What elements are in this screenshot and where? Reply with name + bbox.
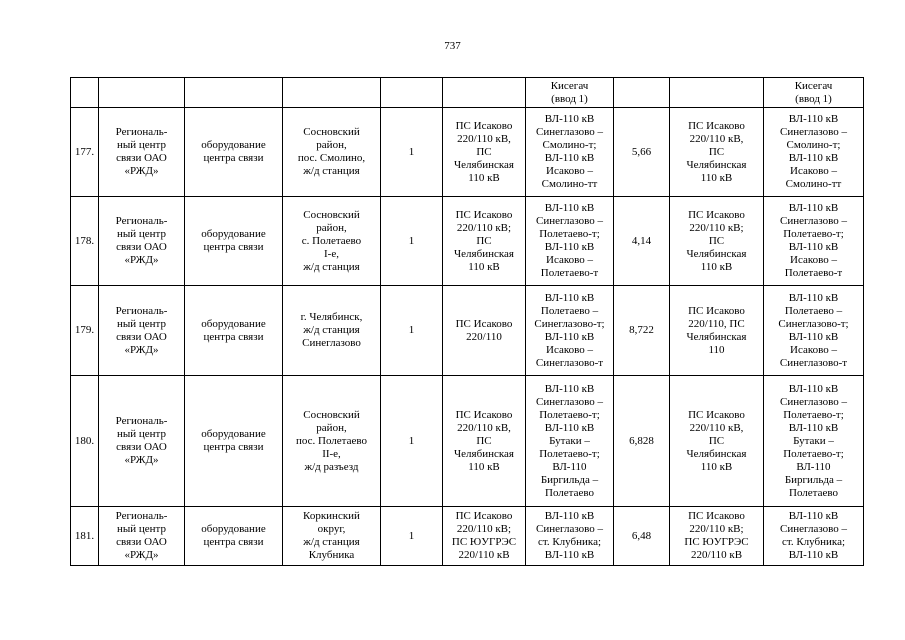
- cell-text-line: ВЛ-110 кВ: [544, 549, 595, 561]
- cell-text-line: оборудование: [201, 523, 266, 535]
- cell-text-line: ВЛ-110 кВ: [788, 421, 839, 434]
- cell-power-line: [526, 507, 614, 566]
- cell-substation-alt: [670, 197, 764, 286]
- cell-text-line: Челябинская: [686, 247, 747, 260]
- cell-text-line: 110 кВ: [468, 260, 500, 273]
- cell-text-line: ПС Исаково: [688, 208, 745, 221]
- cell-text-line: 220/110 кВ,: [689, 132, 744, 145]
- cell-text-line: пос. Полетаево: [295, 434, 368, 447]
- cell-text-line: ст. Клубника;: [537, 536, 602, 548]
- cell-text-line: ВЛ-110 кВ: [788, 113, 839, 125]
- cell-text-line: Синеглазово-т;: [778, 317, 849, 330]
- cell-text-line: Региональ-: [115, 304, 168, 317]
- cell-text-line: Полетаево-т: [540, 267, 599, 279]
- cell-text-line: ВЛ-110 кВ: [788, 152, 839, 164]
- cell-count: 1: [381, 376, 443, 507]
- cell-text-line: ж/д станция: [303, 536, 360, 548]
- cell-text-line: Исаково –: [546, 343, 593, 356]
- cell-power-line-alt: [764, 197, 864, 286]
- header-cell-equipment: [185, 78, 283, 108]
- cell-text-line: 110 кВ: [700, 171, 733, 184]
- cell-power-line: [526, 108, 614, 197]
- cell-substation-alt: [670, 108, 764, 197]
- cell-value: 6,48: [614, 507, 670, 566]
- cell-text-line: оборудование: [201, 428, 266, 440]
- cell-equipment: [185, 507, 283, 566]
- cell-text-line: Синеглазово-т;: [534, 317, 605, 330]
- cell-text-line: 110: [708, 343, 725, 356]
- cell-location: [283, 197, 381, 286]
- cell-text-line: Синеглазово: [302, 337, 361, 349]
- cell-text-line: район,: [316, 139, 347, 151]
- cell-text-line: Полетаево-т;: [539, 408, 600, 421]
- cell-location: [283, 108, 381, 197]
- cell-num: 181.: [71, 507, 99, 566]
- cell-power-line-alt: [764, 108, 864, 197]
- cell-equipment: [185, 376, 283, 507]
- cell-text-line: район,: [316, 221, 347, 234]
- cell-text-line: «РЖД»: [124, 165, 159, 177]
- cell-text-line: оборудование: [201, 228, 266, 240]
- cell-text-line: ж/д станция: [303, 324, 360, 336]
- cell-text-line: ж/д разъезд: [304, 460, 359, 473]
- header-cell-value: [614, 78, 670, 108]
- cell-text-line: Синеглазово-т: [779, 356, 848, 369]
- cell-organization: [99, 507, 185, 566]
- cell-text-line: Синеглазово –: [536, 126, 603, 138]
- cell-organization: [99, 108, 185, 197]
- document-table: [70, 77, 864, 566]
- cell-substation: [443, 507, 526, 566]
- cell-text-line: ПС Исаково: [688, 510, 745, 522]
- cell-text-line: «РЖД»: [124, 343, 159, 356]
- cell-text-line: ПС Исаково: [688, 408, 745, 421]
- cell-text-line: ВЛ-110 кВ: [544, 421, 595, 434]
- page-number: 737: [444, 40, 461, 52]
- cell-text-line: ПС: [476, 145, 492, 158]
- cell-text-line: ПС: [708, 145, 725, 158]
- cell-text-line: ный центр: [116, 523, 166, 535]
- cell-text-line: Исаково –: [546, 254, 593, 266]
- cell-substation-alt: [670, 376, 764, 507]
- cell-text-line: Коркинский: [303, 510, 360, 522]
- cell-text-line: ПС: [708, 234, 725, 247]
- cell-text-line: Исаково –: [790, 254, 837, 266]
- cell-text-line: Полетаево: [545, 486, 594, 499]
- cell-text-line: ВЛ-110 кВ: [544, 241, 595, 253]
- cell-text-line: 220/110 кВ: [690, 549, 743, 561]
- cell-num: 178.: [71, 197, 99, 286]
- cell-equipment: [185, 286, 283, 376]
- cell-num: 177.: [71, 108, 99, 197]
- cell-location: [283, 376, 381, 507]
- cell-organization: [99, 197, 185, 286]
- cell-text-line: Синеглазово –: [780, 395, 847, 408]
- cell-text-line: ВЛ-110 кВ: [544, 382, 595, 395]
- cell-text-line: ный центр: [116, 428, 166, 440]
- cell-text-line: ПС: [708, 434, 725, 447]
- cell-text-line: связи ОАО: [116, 536, 167, 548]
- cell-text-line: Полетаево-т;: [783, 228, 844, 240]
- header-cell-substation: [443, 78, 526, 108]
- cell-text-line: Биргильда –: [784, 473, 843, 486]
- cell-text-line: Синеглазово –: [780, 126, 847, 138]
- cell-organization: [99, 376, 185, 507]
- cell-text-line: 220/110 кВ: [458, 549, 510, 561]
- cell-text-line: ВЛ-110 кВ: [544, 202, 595, 214]
- header-line-text: Кисегач: [550, 79, 589, 92]
- cell-text-line: Полетаево-т;: [783, 447, 844, 460]
- cell-text-line: Смолино-тт: [785, 178, 842, 190]
- cell-text-line: Синеглазово-т: [535, 356, 604, 369]
- cell-text-line: ПС: [476, 434, 492, 447]
- cell-equipment: [185, 108, 283, 197]
- header-line-text: Кисегач: [794, 79, 833, 92]
- header-cell-org: [99, 78, 185, 108]
- cell-text-line: Синеглазово –: [536, 395, 603, 408]
- cell-text-line: 110 кВ: [468, 460, 500, 473]
- cell-text-line: Бутаки –: [793, 434, 834, 447]
- cell-text-line: I-е,: [324, 247, 339, 260]
- cell-text-line: ПС ЮУГРЭС: [684, 536, 749, 548]
- cell-substation: [443, 376, 526, 507]
- cell-text-line: ВЛ-110 кВ: [788, 382, 839, 395]
- cell-text-line: ж/д станция: [303, 260, 360, 273]
- cell-text-line: Клубника: [308, 549, 355, 561]
- cell-text-line: оборудование: [201, 317, 266, 330]
- cell-count: 1: [381, 286, 443, 376]
- cell-text-line: Смолино-т;: [786, 139, 841, 151]
- cell-text-line: ВЛ-110: [552, 460, 587, 473]
- cell-text-line: ст. Клубника;: [781, 536, 846, 548]
- cell-text-line: ПС Исаково: [455, 510, 513, 522]
- cell-text-line: 220/110 кВ,: [457, 132, 511, 145]
- cell-num: 179.: [71, 286, 99, 376]
- cell-text-line: ПС Исаково: [455, 317, 513, 330]
- cell-text-line: Бутаки –: [549, 434, 590, 447]
- cell-text-line: ВЛ-110 кВ: [788, 510, 839, 522]
- header-cell-count: [381, 78, 443, 108]
- cell-text-line: ПС Исаково: [688, 304, 745, 317]
- cell-value: 4,14: [614, 197, 670, 286]
- cell-text-line: Синеглазово –: [780, 215, 847, 227]
- cell-power-line-alt: [764, 507, 864, 566]
- cell-count: 1: [381, 108, 443, 197]
- cell-text-line: ПС Исаково: [455, 119, 513, 132]
- cell-organization: [99, 286, 185, 376]
- cell-text-line: II-е,: [322, 447, 341, 460]
- cell-power-line: [526, 286, 614, 376]
- table-row: [71, 507, 864, 566]
- cell-text-line: центра связи: [203, 441, 264, 453]
- cell-text-line: Региональ-: [115, 215, 168, 227]
- cell-text-line: ПС Исаково: [688, 119, 745, 132]
- cell-text-line: 110 кВ: [700, 460, 733, 473]
- header-cell-line: [526, 78, 614, 108]
- cell-equipment: [185, 197, 283, 286]
- cell-text-line: 110 кВ: [468, 171, 500, 184]
- cell-text-line: оборудование: [201, 139, 266, 151]
- cell-text-line: Челябинская: [454, 447, 514, 460]
- cell-text-line: округ,: [317, 523, 346, 535]
- cell-power-line-alt: [764, 376, 864, 507]
- cell-text-line: ПС Исаково: [455, 408, 513, 421]
- cell-text-line: Челябинская: [454, 247, 514, 260]
- header-line-text: (ввод 1): [551, 92, 588, 105]
- cell-text-line: Полетаево –: [784, 304, 843, 317]
- table-row: [71, 376, 864, 507]
- cell-text-line: Региональ-: [115, 415, 168, 427]
- cell-text-line: ный центр: [116, 317, 166, 330]
- cell-text-line: ВЛ-110 кВ: [788, 241, 839, 253]
- cell-text-line: Смолино-тт: [541, 178, 598, 190]
- cell-text-line: Синеглазово –: [780, 523, 847, 535]
- cell-text-line: г. Челябинск,: [300, 311, 363, 323]
- cell-text-line: ВЛ-110 кВ: [544, 510, 595, 522]
- cell-text-line: ВЛ-110 кВ: [544, 113, 595, 125]
- cell-value: 8,722: [614, 286, 670, 376]
- cell-text-line: с. Полетаево: [301, 234, 362, 247]
- cell-text-line: «РЖД»: [124, 254, 159, 266]
- table-row: [71, 286, 864, 376]
- cell-power-line-alt: [764, 286, 864, 376]
- cell-text-line: Полетаево-т;: [783, 408, 844, 421]
- cell-text-line: Исаково –: [790, 165, 837, 177]
- cell-text-line: пос. Смолино,: [297, 152, 366, 164]
- cell-text-line: 220/110, ПС: [688, 317, 745, 330]
- cell-text-line: Сосновский: [303, 126, 360, 138]
- cell-text-line: центра связи: [203, 152, 264, 164]
- cell-num: 180.: [71, 376, 99, 507]
- cell-text-line: 220/110: [466, 330, 502, 343]
- cell-text-line: «РЖД»: [124, 549, 159, 561]
- cell-value: 6,828: [614, 376, 670, 507]
- cell-location: [283, 286, 381, 376]
- cell-power-line: [526, 376, 614, 507]
- cell-text-line: ВЛ-110: [796, 460, 831, 473]
- cell-text-line: 220/110 кВ;: [456, 523, 512, 535]
- header-cell-substation2: [670, 78, 764, 108]
- cell-text-line: Сосновский: [303, 408, 360, 421]
- cell-text-line: 220/110 кВ,: [689, 421, 744, 434]
- cell-count: 1: [381, 197, 443, 286]
- header-cell-location: [283, 78, 381, 108]
- cell-text-line: ВЛ-110 кВ: [544, 291, 595, 304]
- cell-text-line: Полетаево –: [540, 304, 599, 317]
- cell-text-line: центра связи: [203, 330, 264, 343]
- cell-text-line: Исаково –: [790, 343, 837, 356]
- header-line-text: (ввод 1): [795, 92, 832, 105]
- cell-text-line: ПС ЮУГРЭС: [451, 536, 517, 548]
- cell-text-line: ВЛ-110 кВ: [544, 330, 595, 343]
- cell-text-line: связи ОАО: [116, 152, 167, 164]
- cell-text-line: Полетаево-т: [784, 267, 843, 279]
- cell-text-line: Челябинская: [686, 158, 747, 171]
- header-cell-line2: [764, 78, 864, 108]
- cell-text-line: центра связи: [203, 241, 264, 253]
- cell-text-line: район,: [316, 421, 347, 434]
- cell-text-line: Челябинская: [686, 447, 747, 460]
- table-row: [71, 108, 864, 197]
- cell-text-line: ВЛ-110 кВ: [788, 202, 839, 214]
- cell-text-line: ПС Исаково: [455, 208, 513, 221]
- cell-text-line: ный центр: [116, 228, 166, 240]
- cell-text-line: 110 кВ: [700, 260, 733, 273]
- cell-count: 1: [381, 507, 443, 566]
- cell-text-line: Сосновский: [303, 208, 360, 221]
- cell-text-line: 220/110 кВ;: [456, 221, 512, 234]
- cell-text-line: ВЛ-110 кВ: [788, 291, 839, 304]
- cell-text-line: «РЖД»: [124, 454, 159, 466]
- cell-text-line: связи ОАО: [116, 441, 167, 453]
- cell-value: 5,66: [614, 108, 670, 197]
- cell-text-line: Региональ-: [115, 510, 168, 522]
- cell-text-line: 220/110 кВ;: [689, 523, 744, 535]
- cell-text-line: Полетаево-т;: [539, 447, 600, 460]
- table-header-row: [71, 78, 864, 108]
- cell-text-line: центра связи: [203, 536, 264, 548]
- cell-text-line: ный центр: [116, 139, 166, 151]
- cell-text-line: Полетаево: [789, 486, 838, 499]
- cell-text-line: Синеглазово –: [536, 523, 603, 535]
- cell-text-line: Биргильда –: [540, 473, 599, 486]
- cell-text-line: ВЛ-110 кВ: [788, 330, 839, 343]
- cell-text-line: ВЛ-110 кВ: [788, 549, 839, 561]
- cell-text-line: ВЛ-110 кВ: [544, 152, 595, 164]
- cell-text-line: Синеглазово –: [536, 215, 603, 227]
- cell-substation: [443, 197, 526, 286]
- cell-substation-alt: [670, 286, 764, 376]
- cell-location: [283, 507, 381, 566]
- cell-text-line: Смолино-т;: [542, 139, 597, 151]
- header-cell-num: [71, 78, 99, 108]
- table-row: [71, 197, 864, 286]
- cell-text-line: связи ОАО: [116, 241, 167, 253]
- cell-substation: [443, 286, 526, 376]
- cell-substation-alt: [670, 507, 764, 566]
- cell-text-line: 220/110 кВ;: [689, 221, 744, 234]
- cell-text-line: Исаково –: [546, 165, 593, 177]
- cell-text-line: Челябинская: [454, 158, 514, 171]
- cell-text-line: Региональ-: [115, 126, 168, 138]
- cell-substation: [443, 108, 526, 197]
- cell-power-line: [526, 197, 614, 286]
- cell-text-line: Челябинская: [686, 330, 747, 343]
- cell-text-line: 220/110 кВ,: [457, 421, 511, 434]
- cell-text-line: ПС: [476, 234, 492, 247]
- cell-text-line: ж/д станция: [303, 165, 360, 177]
- cell-text-line: Полетаево-т;: [539, 228, 600, 240]
- cell-text-line: связи ОАО: [116, 330, 167, 343]
